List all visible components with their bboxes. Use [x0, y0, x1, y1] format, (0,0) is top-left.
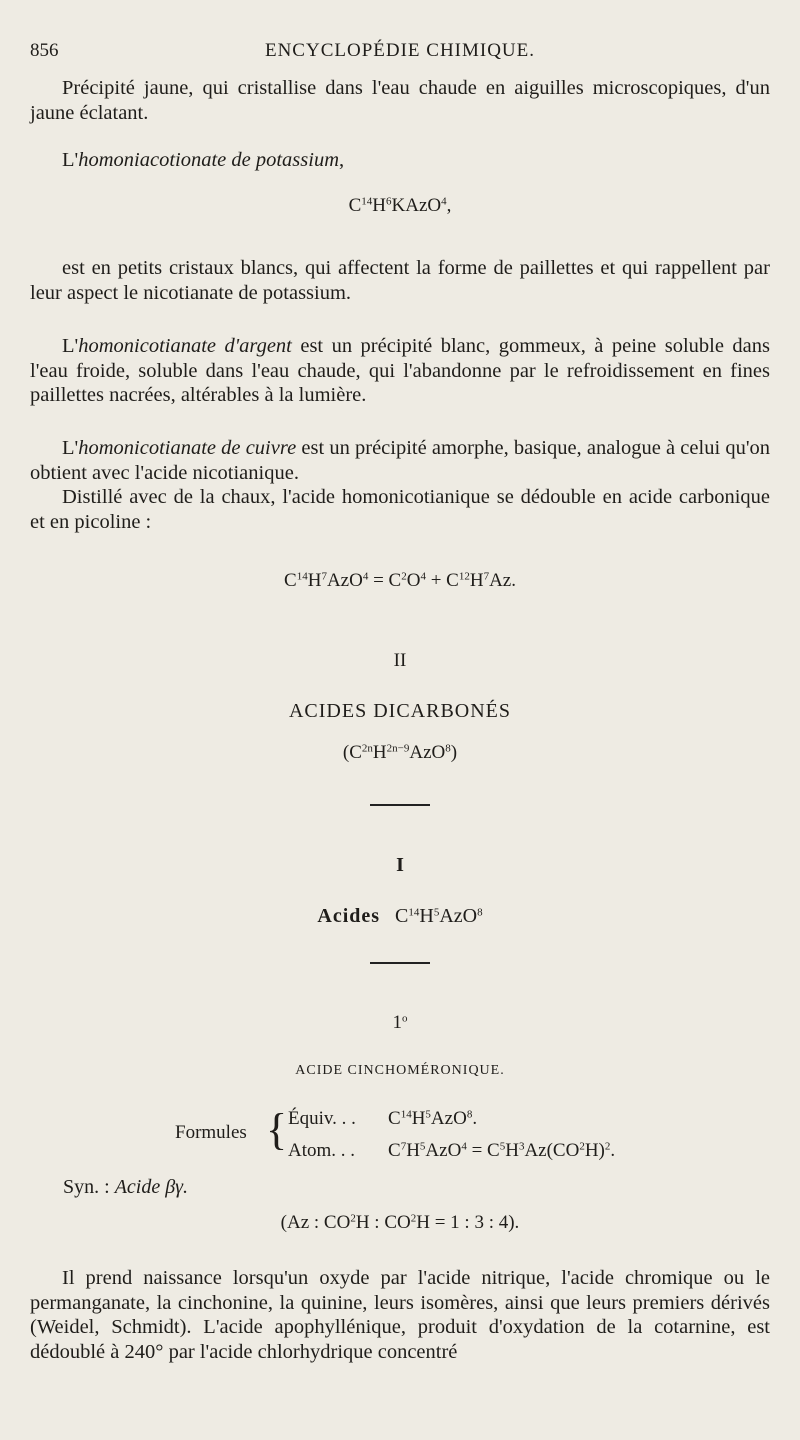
divider-2 [370, 962, 430, 964]
equation-1: $C^{14}H^7AzO^4 = C^2O^4 + C^{12}H^7Az$. [284, 570, 516, 591]
paragraph-5: Distillé avec de la chaux, l'acide homonicotianique se dédouble en acide carbonique et en picoline : [30, 486, 770, 533]
section-formula: $(C^{2n}H^{2n-9}AzO^8)$ [342, 742, 458, 763]
section-title: ACIDES DICARBONÉS [288, 700, 512, 722]
paragraph-4: L'homonicotianate de cuivre est un précipité amorphe, basique, analogue à celui qu'on obtient avec l'acide nicotianique. [30, 437, 771, 484]
formula-potassium: $C^{14}H^6KAzO^4$, [348, 195, 452, 216]
subsection-number: 1$^o$ [392, 1012, 408, 1033]
formula-atom: Atom. . . $C^7H^5AzO^4 = C^5H^3Az(CO^2H)^2$. [288, 1140, 616, 1161]
subsection-title: ACIDE CINCHOMÉRONIQUE. [295, 1063, 505, 1078]
running-title: ENCYCLOPÉDIE CHIMIQUE. [264, 40, 536, 61]
paragraph-3: L'homonicotianate d'argent est un précipité blanc, gommeux, à peine soluble dans l'eau froide, soluble dans l'eau chaude, qui l'abandonne par le refroidissement en fines paillettes nacrées, altérables à la lumière. [30, 335, 770, 406]
paragraph-potassium-heading: L'homoniacotionate de potassium, [62, 149, 345, 171]
divider-1 [370, 804, 430, 806]
compound-name: homoniacotionate de potassium [78, 149, 340, 171]
paragraph-2: est en petits cristaux blancs, qui affectent la forme de paillettes et qui rappellent par leur aspect le nicotianate de potassium. [30, 257, 770, 304]
ratio-formula: (Az : $CO^2H$ : $CO^2H = 1$ : 3 : 4). [280, 1212, 520, 1233]
chapter-title: Acides $C^{14}H^5AzO^8$ [317, 905, 483, 927]
compound-name: homonicotianate de cuivre [78, 437, 297, 459]
paragraph-6: Il prend naissance lorsqu'un oxyde par l'acide nitrique, l'acide chromique ou le permanganate, la cinchonine, la quinine, leurs isomères, ainsi que leurs premiers dérivés (Weidel, Schmidt). L'acide apophyllénique, produit d'oxydation de la cotarnine, est dédoublé à 240° par l'acide chlorhydrique concentré [30, 1267, 770, 1363]
page-number: 856 [30, 40, 59, 61]
chapter-formula: $C^{14}H^5AzO^8$ [395, 905, 483, 927]
brace-icon: { [266, 1105, 288, 1154]
compound-name: homonicotianate d'argent [78, 335, 292, 357]
page-header [30, 40, 770, 66]
formula-equiv: Équiv. . . $C^{14}H^5AzO^8$. [288, 1108, 478, 1129]
paragraph-1: Précipité jaune, qui cristallise dans l'eau chaude en aiguilles microscopiques, d'un jaune éclatant. [30, 77, 770, 124]
synonym: Syn. : Acide βγ. [63, 1176, 189, 1198]
formulas-label: Formules [175, 1122, 247, 1143]
section-number: II [393, 650, 407, 671]
chapter-number: I [396, 854, 404, 876]
